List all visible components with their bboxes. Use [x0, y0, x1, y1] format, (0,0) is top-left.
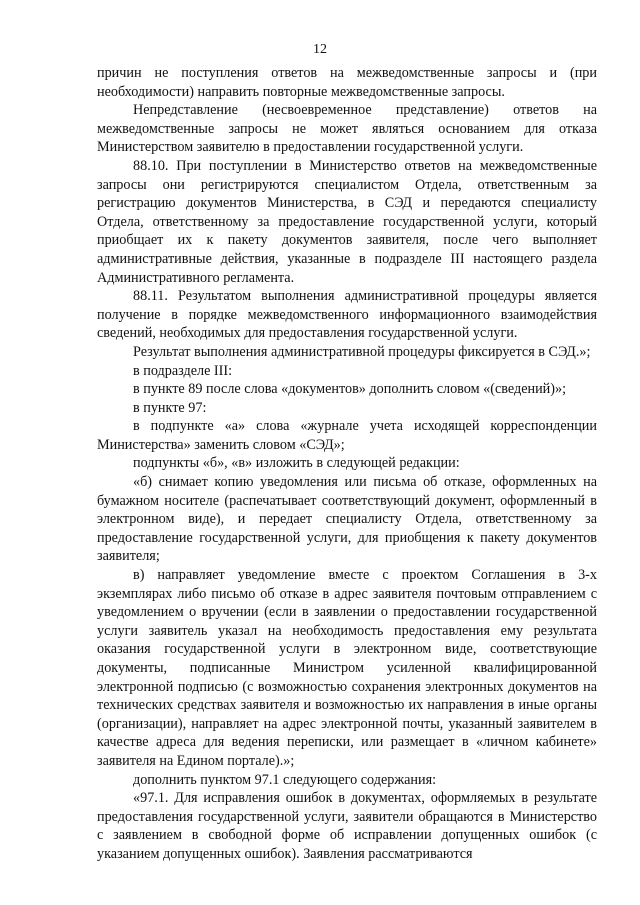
paragraph: в пункте 89 после слова «документов» дополнить словом «(сведений)»;	[133, 381, 567, 398]
paragraph: дополнить пунктом 97.1 следующего содержания:	[133, 771, 437, 788]
paragraph: в подпункте «а» слова «журнале учета исходящей корреспонденции Министерства» заменить словом «СЭД»;	[97, 418, 597, 453]
paragraph: 88.11. Результатом выполнения административной процедуры является получение в порядке межведомственного информационного взаимодействия сведений, необходимых для предоставления государственной услуги.	[97, 288, 597, 342]
paragraph: причин не поступления ответов на межведомственные запросы и (при необходимости) направить повторные межведомственные запросы.	[97, 65, 597, 100]
paragraph: 88.10. При поступлении в Министерство ответов на межведомственные запросы они регистрируются специалистом Отдела, ответственным за регистрацию документов Министерства, в СЭД и передаются специалисту Отдела, ответственному за предоставление государственной услуги, который приобщает их к пакету документов заявителя, после чего выполняет административные действия, указанные в подразделе III настоящего раздела Административного регламента.	[97, 157, 597, 286]
paragraph: подпункты «б», «в» изложить в следующей редакции:	[133, 455, 460, 472]
page-number: 12	[313, 42, 327, 57]
paragraph: в подразделе III:	[133, 362, 233, 379]
paragraph: Результат выполнения административной процедуры фиксируется в СЭД.»;	[133, 343, 591, 360]
paragraph: «б) снимает копию уведомления или письма об отказе, оформленных на бумажном носителе (распечатывает соответствующий документ, оформленный в электронном виде), и передает специалисту Отдела, ответственному за предоставление государственной услуги, для приобщения к пакету документов заявителя;	[97, 474, 597, 565]
paragraph: в) направляет уведомление вместе с проектом Соглашения в 3-х экземплярах либо письмо об отказе в адрес заявителя почтовым отправлением с уведомлением о вручении (если в заявлении о предоставлении государственной услуги заявитель указал на необходимость предоставления ему результата оказания государственной услуги в электронном виде, соответствующие документы, подписанные Министром усиленной квалифицированной электронной подписью (с возможностью сохранения электронных документов на технических средствах заявителя и возможностью их направления в иные органы (организации), направляет на адрес электронной почты, указанный заявителем в качестве адреса для ведения переписки, или размещает в «личном кабинете» заявителя на Едином портале).»;	[97, 567, 597, 769]
paragraph: «97.1. Для исправления ошибок в документах, оформляемых в результате предоставления государственной услуги, заявители обращаются в Министерство с заявлением в свободной форме об исправлении допущенных ошибок (с указанием допущенных ошибок). Заявления рассматриваются	[97, 790, 597, 862]
paragraph: в пункте 97:	[133, 399, 207, 416]
paragraph: Непредставление (несвоевременное представление) ответов на межведомственные запросы не может являться основанием для отказа Министерством заявителю в предоставлении государственной услуги.	[97, 102, 597, 156]
document-body	[97, 64, 597, 864]
